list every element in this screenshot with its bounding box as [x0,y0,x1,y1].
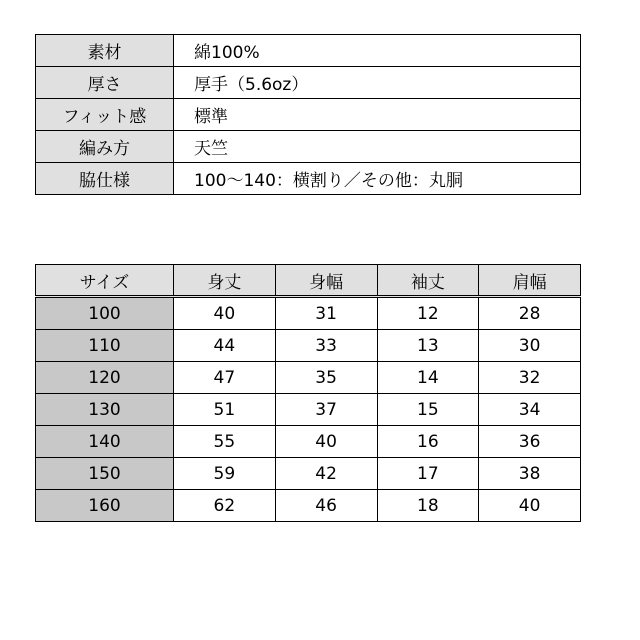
table-cell: 28 [479,297,581,330]
size-cell: 140 [36,426,174,458]
spec-value: 天竺 [174,131,581,163]
table-cell: 14 [377,362,479,394]
spec-value: 厚手（5.6oz） [174,67,581,99]
table-cell: 40 [275,426,377,458]
size-cell: 160 [36,490,174,522]
table-cell: 40 [479,490,581,522]
spec-table [35,34,581,195]
table-row [36,426,581,458]
size-table [35,264,581,522]
spec-label: 厚さ [36,67,174,99]
table-cell: 35 [275,362,377,394]
table-row [36,458,581,490]
table-cell: 46 [275,490,377,522]
spec-row-material [36,35,581,67]
table-cell: 55 [174,426,276,458]
size-cell: 120 [36,362,174,394]
table-cell: 62 [174,490,276,522]
column-header: サイズ [36,265,174,297]
table-row [36,362,581,394]
size-cell: 110 [36,330,174,362]
spec-value: 標準 [174,99,581,131]
size-cell: 150 [36,458,174,490]
table-cell: 42 [275,458,377,490]
table-cell: 44 [174,330,276,362]
size-cell: 100 [36,297,174,330]
column-header: 身幅 [275,265,377,297]
spec-row-knit [36,131,581,163]
table-cell: 16 [377,426,479,458]
table-cell: 47 [174,362,276,394]
table-cell: 33 [275,330,377,362]
spec-label: フィット感 [36,99,174,131]
table-cell: 59 [174,458,276,490]
table-cell: 37 [275,394,377,426]
spec-row-fit [36,99,581,131]
table-row [36,330,581,362]
table-row [36,490,581,522]
table-row [36,297,581,330]
spec-row-side [36,163,581,195]
spec-label: 素材 [36,35,174,67]
table-cell: 36 [479,426,581,458]
table-cell: 40 [174,297,276,330]
column-header: 身丈 [174,265,276,297]
column-header: 袖丈 [377,265,479,297]
size-table-header-row [36,265,581,297]
table-cell: 13 [377,330,479,362]
table-cell: 34 [479,394,581,426]
table-cell: 15 [377,394,479,426]
table-row [36,394,581,426]
table-cell: 32 [479,362,581,394]
spec-value: 綿100% [174,35,581,67]
size-cell: 130 [36,394,174,426]
table-cell: 30 [479,330,581,362]
table-cell: 17 [377,458,479,490]
column-header: 肩幅 [479,265,581,297]
table-cell: 51 [174,394,276,426]
spec-label: 脇仕様 [36,163,174,195]
table-cell: 18 [377,490,479,522]
spec-value: 100～140：横割り／その他：丸胴 [174,163,581,195]
spec-row-thickness [36,67,581,99]
spec-label: 編み方 [36,131,174,163]
table-cell: 31 [275,297,377,330]
table-cell: 12 [377,297,479,330]
table-cell: 38 [479,458,581,490]
